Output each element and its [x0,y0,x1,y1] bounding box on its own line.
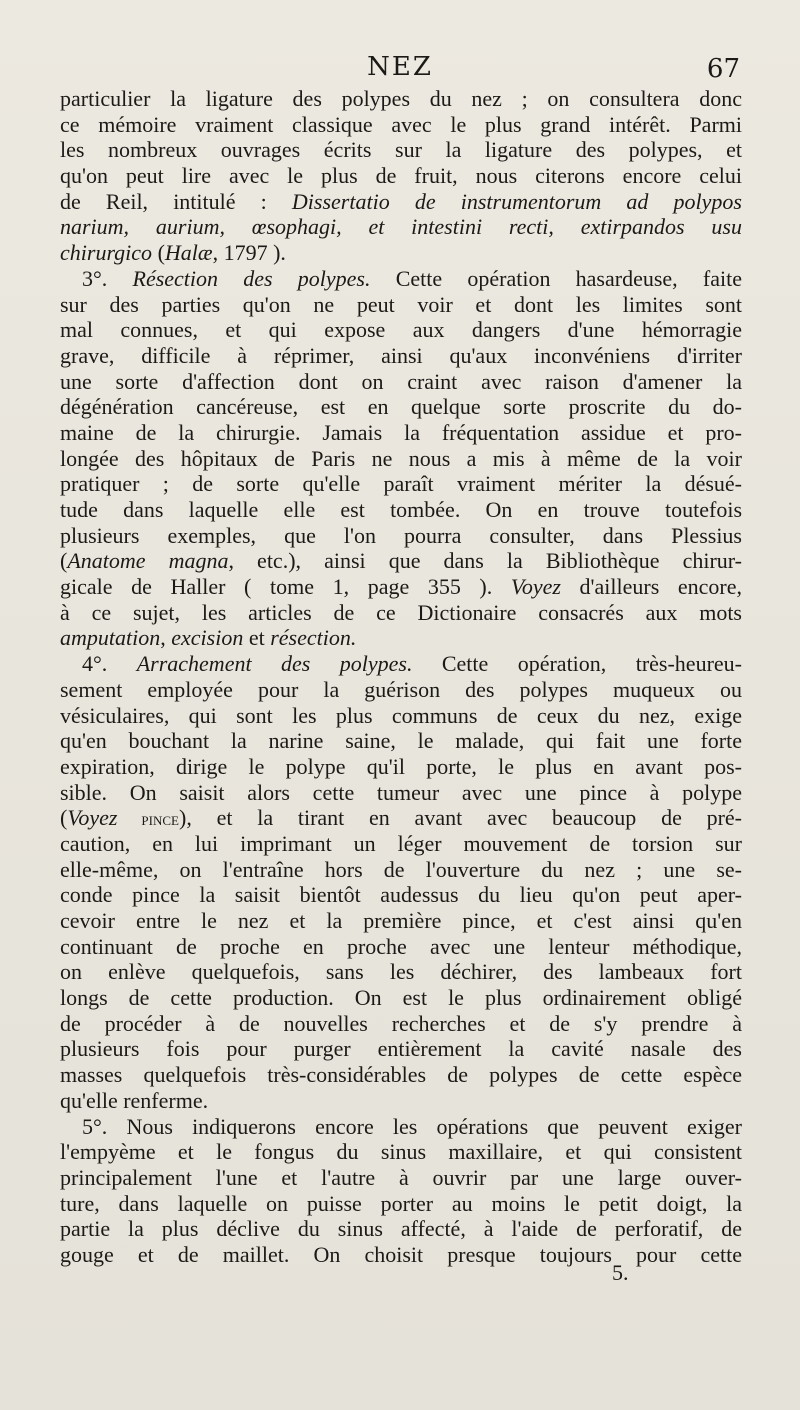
roman-text: qu'en bouchant la narine saine, le malade, qui fait une forte [60,728,742,754]
text-line [60,420,742,446]
text-line [60,831,742,857]
text-line [60,1242,742,1268]
text-line [60,137,742,163]
text-line [60,908,742,934]
roman-text: gicale de Haller ( tome 1, page 355 ). [60,574,511,600]
roman-text: ture, dans laquelle on puisse porter au moins le petit doigt, la [60,1190,742,1216]
text-line [60,189,742,215]
roman-text: grave, difficile à réprimer, ainsi qu'aux inconvéniens d'irriter [60,342,742,368]
roman-text: sible. On saisit alors cette tumeur avec une pince à polype [60,779,742,805]
text-line [60,780,742,806]
text-line [60,1191,742,1217]
text-line [60,240,742,266]
text-line [60,266,742,292]
text-line [60,1216,742,1242]
roman-text: ( [152,240,165,266]
text-line [60,471,742,497]
text-line [60,985,742,1011]
roman-text: sur des parties qu'on ne peut voir et dont les limites sont [60,291,742,317]
text-line [60,728,742,754]
roman-text: , etc.), ainsi que dans la Bibliothèque chirur- [228,548,742,574]
text-line [60,959,742,985]
roman-text: et [243,625,271,651]
roman-text: longs de cette production. On est le plus ordinairement obligé [60,985,742,1011]
roman-text: partie la plus déclive du sinus affecté, à l'aide de perforatif, de [60,1216,742,1242]
body-text [60,86,742,1268]
roman-text: sement employée pour la guérison des polypes muqueux ou [60,676,742,702]
text-line [60,369,742,395]
text-line [60,703,742,729]
roman-text: caution, en lui imprimant un léger mouvement de torsion sur [60,830,742,856]
roman-text: elle-même, on l'entraîne hors de l'ouverture du nez ; une se- [60,856,742,882]
roman-text: , [160,625,172,651]
roman-text: tude dans laquelle elle est tombée. On en trouve toutefois [60,497,742,522]
text-line [60,112,742,138]
running-title: NEZ [367,52,433,82]
text-line [60,857,742,883]
italic-text: narium, aurium, œsophagi, et intestini recti, extirpandos usu [60,214,742,240]
italic-text: Voyez [67,805,118,831]
text-line [60,651,742,677]
roman-text: mal connues, et qui expose aux dangers d'une hémorragie [60,317,742,343]
italic-text: résection. [270,625,357,651]
roman-text: ce mémoire vraiment classique avec le plus grand intérêt. Parmi [60,111,742,137]
text-line [60,163,742,189]
roman-text: Cette opération hasardeuse, faite [370,265,742,291]
text-line [60,1036,742,1062]
roman-text: ), et la tirant en avant avec beaucoup de pré- [179,805,743,831]
roman-text: qu'elle renferme. [60,1087,209,1113]
text-line [60,86,742,112]
roman-text: l'empyème et le fongus du sinus maxillaire, et qui consistent [60,1139,742,1165]
roman-text: expiration, dirige le polype qu'il porte, le plus en avant pos- [60,753,742,779]
text-line [60,574,742,600]
italic-text: chirurgico [60,240,153,266]
roman-text: 5°. Nous indiquerons encore les opérations que peuvent exiger [82,1113,742,1139]
italic-text: Arrachement des polypes. [136,651,413,677]
roman-text: 3°. [82,265,133,291]
text-line [60,1165,742,1191]
roman-text: on enlève quelquefois, sans les déchirer, des lambeaux fort [60,959,742,985]
text-line [60,317,742,343]
italic-text: Voyez [510,574,561,600]
roman-text: principalement l'une et l'autre à ouvrir par une large ouver- [60,1164,742,1190]
text-line [60,214,742,240]
roman-text: longée des hôpitaux de Paris ne nous a mis à même de la voir [60,445,742,471]
signature-mark: 5. [612,1260,629,1285]
roman-text: , 1797 ). [212,240,286,266]
roman-text: pratiquer ; de sorte qu'elle paraît vraiment mériter la désué- [60,471,742,497]
roman-text: une sorte d'affection dont on craint avec raison d'amener la [60,368,742,394]
roman-text: d'ailleurs encore, [560,574,742,600]
roman-text: de Reil, intitulé : [60,188,292,214]
page-number: 67 [706,54,740,84]
roman-text: ( [60,805,68,831]
roman-text: 4°. [82,651,137,677]
roman-text: continuant de proche en proche avec une lenteur méthodique, [60,933,742,959]
roman-text: maine de la chirurgie. Jamais la fréquentation assidue et pro- [60,419,742,445]
roman-text: plusieurs exemples, que l'on pourra consulter, dans Plessius [60,522,742,548]
text-line [60,497,742,523]
text-line [60,1088,742,1114]
text-line [60,292,742,318]
small-caps-text: pince [117,809,179,831]
text-line [60,446,742,472]
roman-text: Cette opération, très-heureu- [412,651,742,677]
text-line [60,805,742,831]
roman-text: de procéder à de nouvelles recherches et de s'y prendre à [60,1010,742,1036]
text-line [60,677,742,703]
roman-text: masses quelquefois très-considérables de polypes de cette espèce [60,1062,742,1088]
italic-text: Halæ [164,240,213,266]
text-line [60,754,742,780]
roman-text: particulier la ligature des polypes du nez ; on consultera donc [60,86,742,111]
text-line [60,523,742,549]
text-line [60,934,742,960]
text-line [60,343,742,369]
text-line [60,548,742,574]
roman-text: ( [60,548,68,574]
roman-text: dégénération cancéreuse, est en quelque sorte proscrite du do- [60,394,742,420]
italic-text: Dissertatio de instrumentorum ad polypos [291,188,742,214]
italic-text: excision [171,625,244,651]
italic-text: Résection des polypes. [132,265,371,291]
italic-text: Anatome magna [67,548,229,574]
roman-text: vésiculaires, qui sont les plus communs de ceux du nez, exige [60,702,742,728]
text-line [60,882,742,908]
roman-text: plusieurs fois pour purger entièrement la cavité nasale des [60,1036,742,1062]
roman-text: cevoir entre le nez et la première pince, et c'est ainsi qu'en [60,908,742,933]
text-line [60,1139,742,1165]
running-head [60,52,740,84]
text-line [60,1114,742,1140]
roman-text: gouge et de maillet. On choisit presque toujours pour cette [60,1241,742,1267]
text-line [60,600,742,626]
roman-text: qu'on peut lire avec le plus de fruit, nous citerons encore celui [60,163,742,189]
text-line [60,1062,742,1088]
roman-text: les nombreux ouvrages écrits sur la ligature des polypes, et [60,137,742,163]
text-line [60,625,742,651]
italic-text: amputation [60,625,161,651]
text-line [60,394,742,420]
roman-text: conde pince la saisit bientôt audessus du lieu qu'on peut aper- [60,882,742,908]
roman-text: à ce sujet, les articles de ce Dictionaire consacrés aux mots [60,599,742,625]
text-line [60,1011,742,1037]
